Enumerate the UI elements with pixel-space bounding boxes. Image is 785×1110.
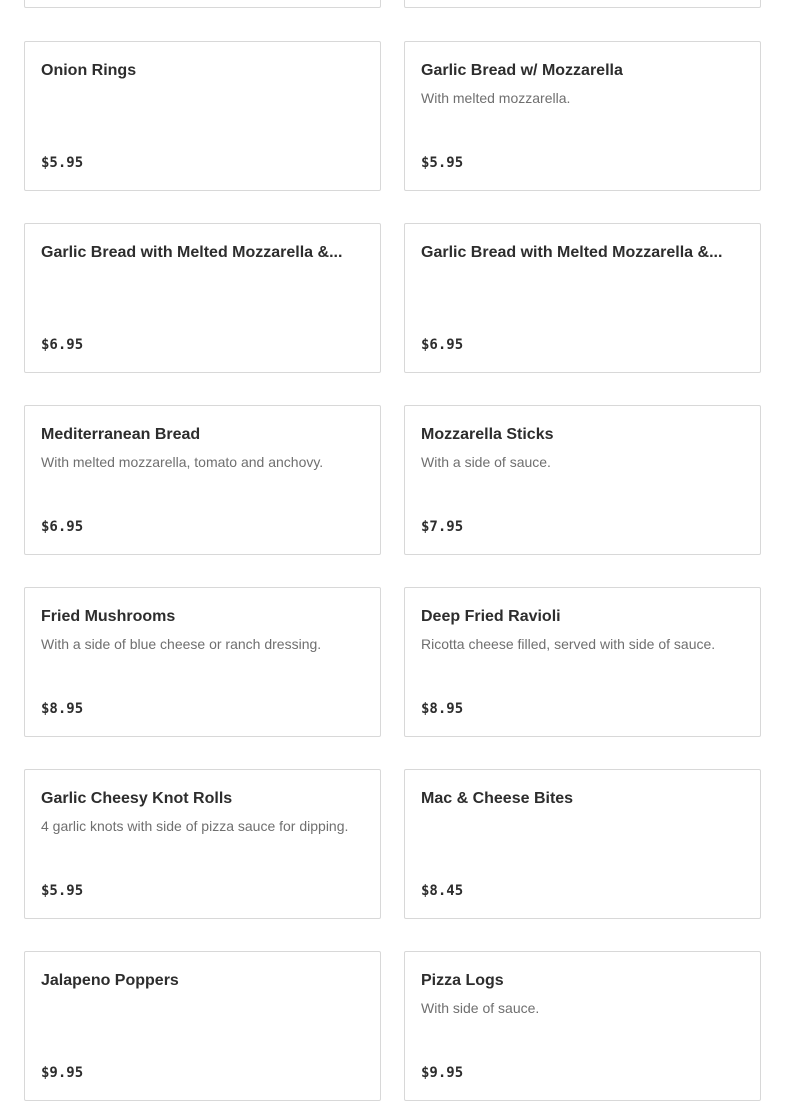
menu-item-card[interactable] <box>404 951 761 1101</box>
menu-item-name: Deep Fried Ravioli <box>421 608 561 625</box>
menu-item-name: Garlic Bread w/ Mozzarella <box>421 62 623 79</box>
menu-item-card[interactable] <box>404 223 761 373</box>
menu-item-card[interactable] <box>24 769 381 919</box>
menu-item-price: $9.95 <box>41 1065 84 1081</box>
menu-item-name: Fried Mushrooms <box>41 608 176 625</box>
menu-item-name: Garlic Bread with Melted Mozzarella &... <box>421 244 723 261</box>
menu-item-price: $8.45 <box>421 883 464 899</box>
menu-item-price: $6.95 <box>421 337 464 353</box>
menu-item-price: $9.95 <box>421 1065 464 1081</box>
menu-item-name: Mozzarella Sticks <box>421 426 554 443</box>
menu-item-name: Pizza Logs <box>421 972 504 989</box>
menu-item-card[interactable] <box>404 41 761 191</box>
menu-item-card[interactable] <box>24 951 381 1101</box>
menu-item-description: Ricotta cheese filled, served with side of sauce. <box>421 636 716 652</box>
menu-item-description: With a side of sauce. <box>421 454 551 470</box>
menu-item-price: $5.95 <box>41 883 84 899</box>
menu-item-description: With a side of blue cheese or ranch dressing. <box>41 636 322 652</box>
menu-item-name: Mac & Cheese Bites <box>421 790 574 807</box>
menu-item-price: $8.95 <box>41 701 84 717</box>
menu-item-card[interactable] <box>24 223 381 373</box>
menu-item-price: $6.95 <box>41 337 84 353</box>
menu-item-name: Garlic Cheesy Knot Rolls <box>41 790 233 807</box>
menu-item-description: With side of sauce. <box>421 1000 540 1016</box>
menu-item-name: Mediterranean Bread <box>41 426 201 443</box>
menu-item-price: $8.95 <box>421 701 464 717</box>
menu-item-description: 4 garlic knots with side of pizza sauce for dipping. <box>41 818 349 834</box>
menu-item-card-partial[interactable] <box>404 0 761 8</box>
menu-item-card[interactable] <box>24 587 381 737</box>
menu-item-card[interactable] <box>404 769 761 919</box>
menu-item-card[interactable] <box>24 405 381 555</box>
menu-item-name: Garlic Bread with Melted Mozzarella &... <box>41 244 343 261</box>
menu-item-name: Jalapeno Poppers <box>41 972 179 989</box>
menu-item-card-partial[interactable] <box>24 0 381 8</box>
menu-item-card[interactable] <box>404 405 761 555</box>
menu-item-name: Onion Rings <box>41 62 137 79</box>
menu-item-description: With melted mozzarella, tomato and anchovy. <box>41 454 324 470</box>
menu-item-card[interactable] <box>404 587 761 737</box>
menu-item-price: $7.95 <box>421 519 464 535</box>
menu-item-description: With melted mozzarella. <box>421 90 571 106</box>
menu-item-price: $5.95 <box>41 155 84 171</box>
menu-item-card[interactable] <box>24 41 381 191</box>
menu-item-price: $6.95 <box>41 519 84 535</box>
menu-item-price: $5.95 <box>421 155 464 171</box>
